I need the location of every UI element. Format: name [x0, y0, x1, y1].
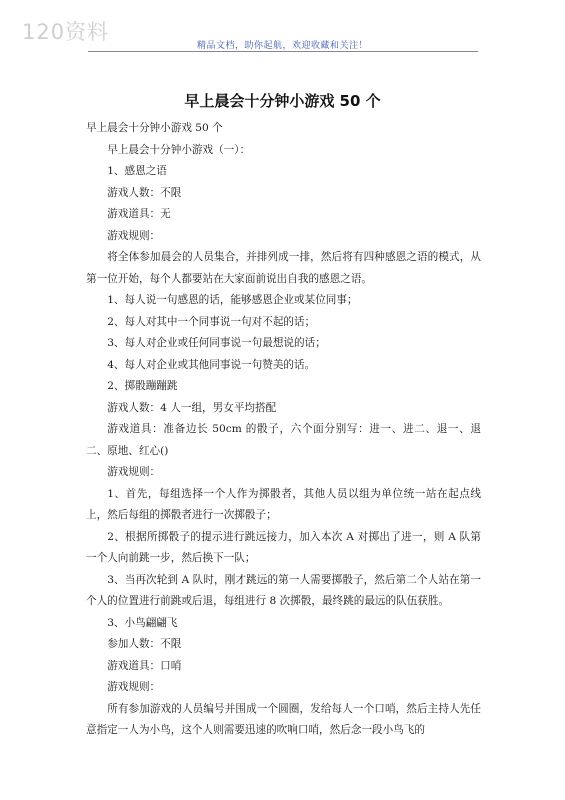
paragraph: 1、每人说一句感恩的话，能够感恩企业或某位同事； [107, 294, 358, 306]
paragraph: 早上晨会十分钟小游戏 50 个 [86, 122, 223, 134]
paragraph: 3、小鸟翩翩飞 [107, 616, 178, 629]
paragraph: 游戏道具：口哨 [107, 659, 182, 672]
document-title: 早上晨会十分钟小游戏 50 个 [184, 92, 381, 110]
header-divider [88, 51, 478, 52]
paragraph: 1、感恩之语 [107, 165, 167, 177]
paragraph: 游戏规则： [107, 466, 161, 478]
paragraph: 早上晨会十分钟小游戏（一）： [107, 143, 251, 156]
document-body [86, 118, 481, 742]
paragraph: 参加人数：不限 [107, 638, 182, 650]
paragraph: 4、每人对企业或其他同事说一句赞美的话。 [107, 358, 316, 371]
watermark-logo: 120资料 [22, 20, 110, 44]
paragraph: 游戏人数：4 人一组，男女平均搭配 [107, 401, 277, 414]
paragraph: 3、每人对企业或任何同事说一句最想说的话； [107, 337, 326, 349]
paragraph: 游戏规则： [107, 681, 161, 693]
header-note: 精品文档，助你起航，欢迎收藏和关注！ [196, 41, 368, 51]
paragraph: 游戏人数：不限 [107, 186, 182, 199]
paragraph: 2、掷骰蹦蹦跳 [107, 380, 178, 392]
paragraph: 游戏道具：无 [107, 208, 171, 220]
paragraph: 游戏规则： [107, 229, 161, 242]
paragraph: 2、根据所掷骰子的提示进行跳远接力，加入本次 A 对掷出了进一，则 A 队第一个人向前跳一步，然后换下一队； [86, 530, 481, 564]
paragraph: 将全体参加晨会的人员集合，并排列成一排，然后将有四种感恩之语的模式，从第一位开始，每个人都要站在大家面前说出自我的感恩之语。 [86, 251, 481, 285]
paragraph: 3、当再次轮到 A 队时，刚才跳远的第一人需要掷骰子，然后第二个人站在第一个人的位置进行前跳或后退，每组进行 8 次掷骰，最终跳的最远的队伍获胜。 [86, 573, 481, 607]
paragraph: 游戏道具：准备边长 50cm 的骰子，六个面分别写：进一、进二、退一、退二、原地、红心() [86, 423, 481, 457]
paragraph: 所有参加游戏的人员编号并围成一个圆圈，发给每人一个口哨，然后主持人先任意指定一人为小鸟，这个人则需要迅速的吹响口哨，然后念一段小鸟飞的 [86, 702, 481, 736]
paragraph: 1、首先，每组选择一个人作为掷骰者，其他人员以组为单位统一站在起点线上，然后每组的掷骰者进行一次掷骰子； [86, 487, 481, 521]
paragraph: 2、每人对其中一个同事说一句对不起的话； [107, 315, 316, 328]
